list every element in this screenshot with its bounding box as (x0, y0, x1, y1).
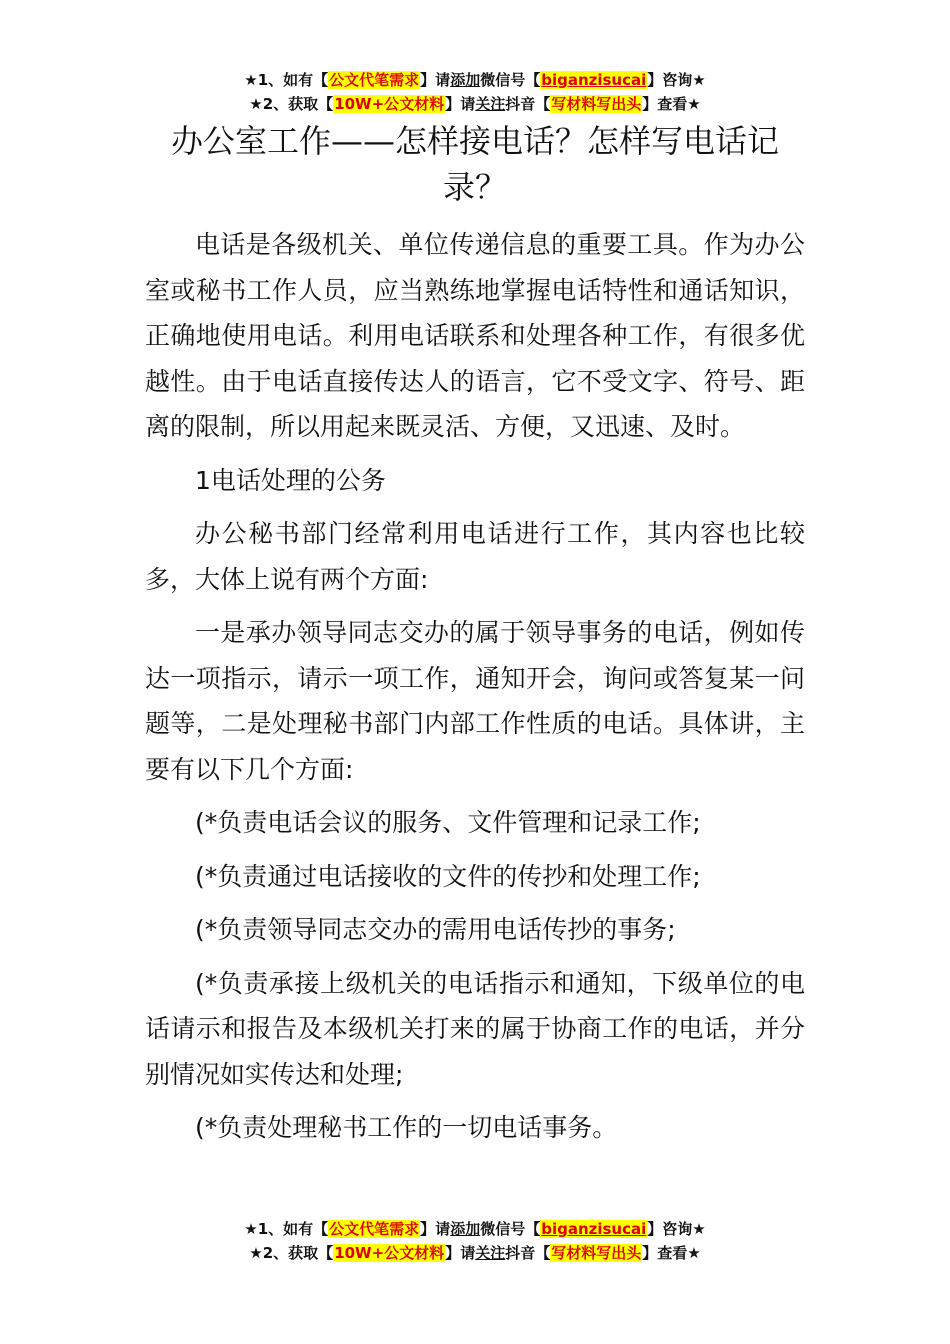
paragraph: 电话是各级机关、单位传递信息的重要工具。作为办公室或秘书工作人员，应当熟练地掌握电话特性和通话知识，正确地使用电话。利用电话联系和处理各种工作，有很多优越性。由于电话直接传达人的语言，它不受文字、符号、距离的限制，所以用起来既灵活、方便，又迅速、及时。 (145, 230, 805, 441)
highlight-douyin-account: 写材料写出头 (551, 95, 642, 113)
highlight-wechat-id: biganzisucai (541, 1220, 647, 1238)
highlight-materials: 10W+公文材料 (334, 1244, 445, 1262)
promo-line-2: ★2、获取【10W+公文材料】请关注抖音【写材料写出头】查看★ (249, 1244, 701, 1262)
paragraph: 办公秘书部门经常利用电话进行工作，其内容也比较多，大体上说有两个方面: (145, 519, 805, 594)
list-item: (*负责承接上级机关的电话指示和通知，下级单位的电话请示和报告及本级机关打来的属于协商工作的电话，并分别情况如实传达和处理; (145, 968, 805, 1089)
promo-line-1: ★1、如有【公文代笔需求】请添加微信号【biganzisucai】咨询★ (244, 1220, 706, 1238)
paragraph: 一是承办领导同志交办的属于领导事务的电话，例如传达一项指示，请示一项工作，通知开会，询问或答复某一问题等，二是处理秘书部门内部工作性质的电话。具体讲，主要有以下几个方面: (145, 618, 805, 784)
list-item: (*负责处理秘书工作的一切电话事务。 (195, 1113, 618, 1142)
promo-line-1: ★1、如有【公文代笔需求】请添加微信号【biganzisucai】咨询★ (244, 71, 706, 89)
highlight-writing-service: 公文代笔需求 (329, 71, 420, 89)
document-title: 办公室工作——怎样接电话？怎样写电话记录？ (170, 122, 779, 206)
list-item: (*负责领导同志交办的需用电话传抄的事务; (195, 915, 676, 944)
list-item: (*负责电话会议的服务、文件管理和记录工作; (195, 808, 701, 837)
promo-line-2: ★2、获取【10W+公文材料】请关注抖音【写材料写出头】查看★ (249, 95, 701, 113)
highlight-materials: 10W+公文材料 (334, 95, 445, 113)
highlight-writing-service: 公文代笔需求 (329, 1220, 420, 1238)
promo-banner-top (0, 68, 950, 116)
highlight-wechat-id: biganzisucai (541, 71, 647, 89)
promo-banner-bottom (0, 1217, 950, 1265)
list-item: (*负责通过电话接收的文件的传抄和处理工作; (195, 861, 701, 891)
document-body (145, 222, 805, 1159)
highlight-douyin-account: 写材料写出头 (551, 1244, 642, 1262)
section-heading: 1电话处理的公务 (195, 465, 386, 495)
